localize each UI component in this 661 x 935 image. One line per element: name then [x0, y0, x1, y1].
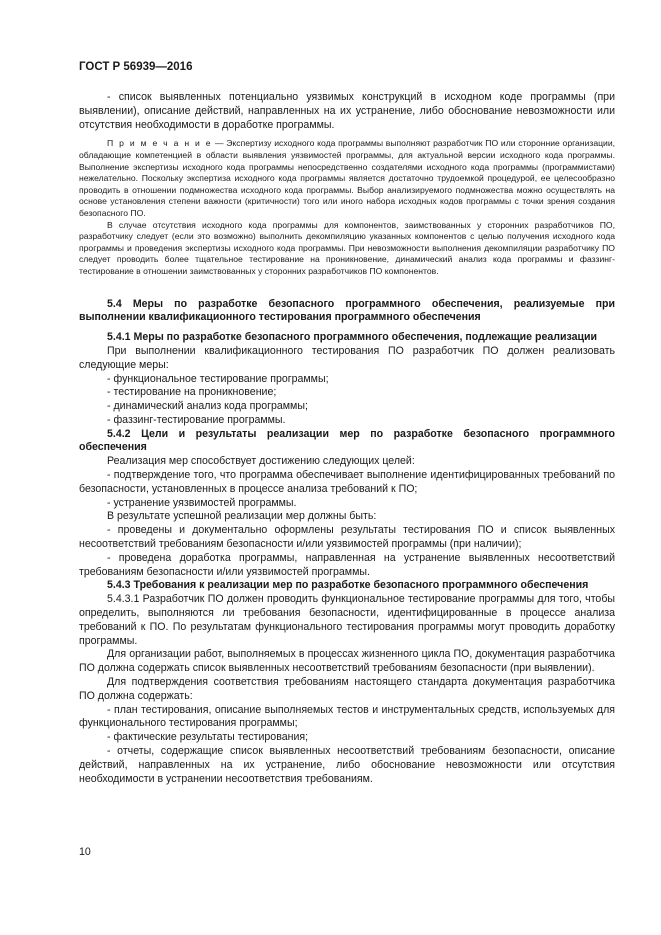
paragraph-text: 5.4.1 Меры по разработке безопасного программного обеспечения, подлежащие реализации [107, 331, 598, 344]
paragraph-text: - отчеты, содержащие список выявленных несоответствий требованиям безопасности, описание действий, направленных на их устранение, либо обоснование невозможности или отсутствия необходимости в устранении несоответствия требованиям. [79, 745, 615, 785]
paragraph-text: Реализация мер способствует достижению следующих целей: [107, 455, 415, 468]
paragraph [79, 386, 615, 400]
paragraph [79, 469, 615, 497]
note-paragraph [79, 220, 615, 278]
paragraph [79, 373, 615, 387]
document-header: ГОСТ Р 56939—2016 [79, 61, 193, 73]
paragraph-text: 5.4.3.1 Разработчик ПО должен проводить функциональное тестирование программы для того, чтобы определить, выполняются ли требования безопасности, идентифицированные в процессе анализа требований к ПО. По результатам функционального тестирования программы могут проводить доработку программы. [79, 593, 615, 647]
paragraph [79, 497, 615, 511]
paragraph [79, 676, 615, 704]
paragraph [79, 345, 615, 373]
paragraph-text: — Экспертизу исходного кода программы выполняют разработчик ПО или сторонние организации, обладающие компетенцией в области выявления уязвимостей программы, для актуальной версии исходного кода программы. Выполнение экспертизы исходного кода программы непосредственно создателями исходного кода программы (программистами) нежелательно. Поскольку экспертиза исходного кода программы является достаточно трудоемкой процедурой, ее целесообразно проводить в отношении подмножества исходного кода программы. Выбор анализируемого подмножества можно осуществлять на основе установления степени важности (критичности) того или иного набора исходных кодов программы с точки зрения создания безопасного ПО. [79, 138, 616, 218]
paragraph [79, 510, 615, 524]
paragraph-text: - план тестирования, описание выполняемых тестов и инструментальных средств, используемых для функционального тестирования программы; [79, 703, 615, 730]
paragraph [79, 400, 615, 414]
page-number: 10 [79, 846, 91, 858]
paragraph-text: - фактические результаты тестирования; [107, 731, 309, 744]
paragraph-text: - подтверждение того, что программа обеспечивает выполнение идентифицированных требований по безопасности, установленных в процессе анализа требований к ПО; [79, 469, 615, 495]
paragraph [79, 414, 615, 428]
paragraph-text: - устранение уязвимостей программы. [107, 496, 297, 509]
paragraph-text: - проведены и документально оформлены результаты тестирования ПО и список выявленных несоответствий требованиям безопасности и/или уязвимостей программы (при наличии); [79, 524, 615, 551]
section-heading [79, 331, 615, 345]
paragraph [79, 731, 615, 745]
paragraph-text: Для подтверждения соответствия требованиям настоящего стандарта документация разработчика ПО должна содержать: [79, 676, 615, 702]
paragraph-text: В случае отсутствия исходного кода программы для компонентов, заимствованных у сторонних разработчиков ПО, разработчику следует (если это возможно) выполнить декомпиляцию указанных компонентов с целью получения исходного кода программы и проведения экспертизы исходного кода программы. При невозможности выполнения декомпиляции разработчику ПО следует проводить более тщательное тестирование на проникновение, динамический анализ кода программы и фаззинг-тестирование в отношении заимствованных у сторонних разработчиков ПО компонентов. [79, 219, 615, 276]
paragraph-text: - проведена доработка программы, направленная на устранение выявленных несоответствий требованиям безопасности и/или уязвимостей программы. [79, 551, 615, 578]
paragraph-text: При выполнении квалификационного тестирования ПО разработчик ПО должен реализовать следующие меры: [79, 344, 615, 371]
paragraph-text: - фаззинг-тестирование программы. [107, 413, 286, 426]
section-heading [79, 579, 615, 593]
document-body [79, 91, 615, 786]
paragraph-text: - тестирование на проникновение; [107, 386, 277, 399]
paragraph [79, 524, 615, 552]
paragraph-text: 5.4.3 Требования к реализации мер по разработке безопасного программного обеспечения [107, 579, 589, 592]
paragraph-text: Для организации работ, выполняемых в процессах жизненного цикла ПО, документация разработчика ПО должна содержать список выявленных несоответствий требованиям безопасности (при выявлении). [79, 648, 615, 675]
paragraph [79, 593, 615, 648]
paragraph [79, 455, 615, 469]
note-paragraph [79, 138, 615, 219]
paragraph [79, 704, 615, 732]
section-heading [79, 298, 615, 326]
paragraph [79, 552, 615, 580]
section-heading [79, 428, 615, 456]
paragraph-text: - список выявленных потенциально уязвимых конструкций в исходном коде программы (при выявлении), описание действий, направленных на их устранение, либо обоснование невозможности или отсутствия необходимости в доработке программы. [79, 91, 615, 131]
paragraph-text: 5.4 Меры по разработке безопасного программного обеспечения, реализуемые при выполнении квалификационного тестирования программного обеспечения [79, 297, 615, 324]
paragraph-text: В результате успешной реализации мер должны быть: [107, 510, 377, 523]
paragraph-text: - функциональное тестирование программы; [107, 372, 329, 385]
paragraph [79, 91, 615, 132]
paragraph-text: 5.4.2 Цели и результаты реализации мер по разработке безопасного программного обеспечения [79, 427, 615, 454]
paragraph-text: - динамический анализ кода программы; [107, 400, 308, 413]
note-label: П р и м е ч а н и е [107, 138, 213, 149]
paragraph [79, 648, 615, 676]
paragraph [79, 745, 615, 786]
